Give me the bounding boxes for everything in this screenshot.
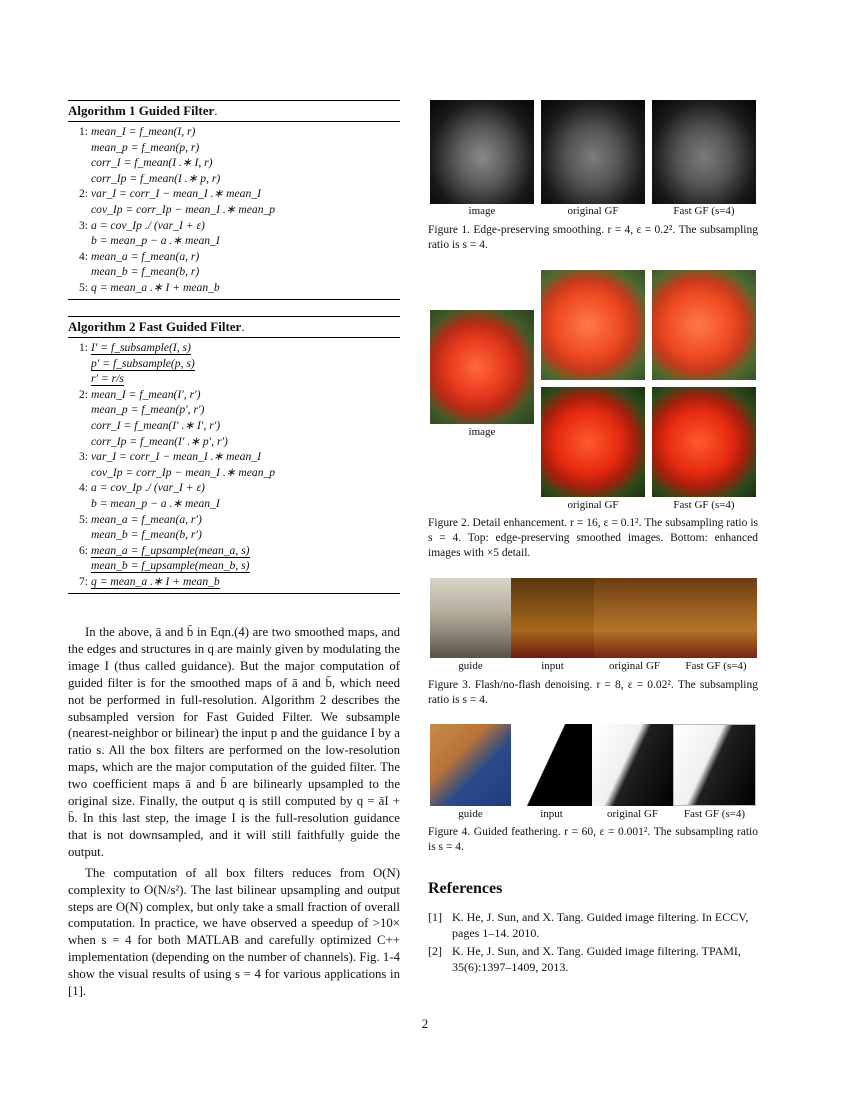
fig4-original-gf: [592, 724, 673, 806]
page-number: 2: [421, 1016, 429, 1031]
algorithm-2: [68, 316, 400, 594]
fig4-label-guide: guide: [458, 808, 483, 820]
fig2-label-image: image: [468, 426, 496, 438]
fig1-original-gf: [541, 100, 645, 204]
fig3-label-guide: guide: [458, 660, 483, 672]
fig4-caption: Figure 4. Guided feathering. r = 60, ε = 0.001². The subsampling ratio is s = 4.: [428, 826, 758, 853]
algorithm-1: [68, 100, 400, 300]
fig1-image: [430, 100, 534, 204]
fig1-label-fast: Fast GF (s=4): [673, 205, 735, 217]
reference-item: [1] K. He, J. Sun, and X. Tang. Guided image filtering. In ECCV, pages 1–14. 2010.: [428, 910, 749, 940]
fig2-original-gf-top: [541, 270, 645, 380]
algorithm-1-body: 1: mean_I = f_mean(I, r) mean_p = f_mean(p, r) corr_I = f_mean(I .∗ I, r) corr_Ip = f_mean(I .∗ p, r) 2: var_I = corr_I − mean_I .∗ mean_I cov_Ip = corr_Ip − mean_I .∗ mean_p 3: a = cov_Ip ./ (var_I + ε) b = mean_p − a .∗ mean_I 4: mean_a = f_mean(a, r) mean_b = f_mean(b, r) 5: q = mean_a .∗ I + mean_b: [68, 122, 400, 300]
algorithm-2-body: 1: I′ = f_subsample(I, s) p′ = f_subsample(p, s) r′ = r/s 2: mean_I = f_mean(I′, r′) mean_p = f_mean(p′, r′) corr_I = f_mean(I′ .∗ I′, r′) corr_Ip = f_mean(I′ .∗ p′, r′) 3: var_I = corr_I − mean_I .∗ mean_I cov_Ip = corr_Ip − mean_I .∗ mean_p 4: a = cov_Ip ./ (var_I + ε) b = mean_p − a .∗ mean_I 5: mean_a = f_mean(a, r′) mean_b = f_mean(b, r′) 6: mean_a = f_upsample(mean_a, s) mean_b = f_upsample(mean_b, s) 7: q = mean_a .∗ I + mean_b: [68, 338, 400, 594]
fig4-label-fast: Fast GF (s=4): [683, 808, 746, 820]
algorithm-1-title: Algorithm 1 Guided Filter.: [68, 100, 400, 122]
fig1-caption: Figure 1. Edge-preserving smoothing. r = 4, ε = 0.2². The subsampling ratio is s = 4.: [428, 224, 758, 251]
fig1-label-image: image: [468, 205, 496, 217]
fig2-caption: Figure 2. Detail enhancement. r = 16, ε = 0.1². The subsampling ratio is s = 4. Top: edge-preserving smoothed images. Bottom: enhanced images with ×5 detail.: [428, 517, 758, 559]
fig4-guide: [430, 724, 511, 806]
fig3-guide: [430, 578, 511, 658]
reference-item: [2] K. He, J. Sun, and X. Tang. Guided image filtering. TPAMI, 35(6):1397–1409, 2013.: [428, 944, 741, 974]
body-text: [68, 624, 400, 1000]
fig4-fast-gf: [673, 724, 756, 806]
algorithm-2-title: Algorithm 2 Fast Guided Filter.: [68, 316, 400, 338]
fig4-label-input: input: [540, 808, 563, 820]
paragraph-2: The computation of all box filters reduces from O(N) complexity to O(N/s²). The last bilinear upsampling and output steps are O(N) complex, but only take a small fraction of overall computation. In practice, we have observed a speedup of >10× when s = 4 for both MATLAB and carefully optimized C++ implementation (depending on the number of channels). Fig. 1-4 show the visual results of using s = 4 for various applications in [1].: [68, 865, 400, 999]
fig3-original-gf: [594, 578, 675, 658]
fig4-label-original: original GF: [606, 808, 659, 820]
fig1-label-original: original GF: [567, 205, 619, 217]
fig2-original-gf-bottom: [541, 387, 645, 497]
fig3-caption: Figure 3. Flash/no-flash denoising. r = 8, ε = 0.02². The subsampling ratio is s = 4.: [428, 679, 758, 706]
fig3-fast-gf: [675, 578, 757, 658]
fig3-label-fast: Fast GF (s=4): [685, 660, 747, 672]
fig2-label-original: original GF: [567, 499, 619, 511]
fig2-image: [430, 310, 534, 424]
fig2-label-fast: Fast GF (s=4): [673, 499, 735, 511]
fig1-fast-gf: [652, 100, 756, 204]
fig3-label-input: input: [541, 660, 564, 672]
fig3-label-original: original GF: [608, 660, 661, 672]
references-heading: References: [428, 880, 503, 897]
fig2-fast-gf-top: [652, 270, 756, 380]
references-list: [428, 909, 758, 977]
fig4-input: [511, 724, 592, 806]
paragraph-1: In the above, ā and b̄ in Eqn.(4) are two smoothed maps, and the edges and structures in q are mainly given by modulating the image I (thus called guidance). But the major computation of guided filter is for the smoothed maps of ā and b̄, which need not be performed in full-resolution. Algorithm 2 describes the subsampled version for Fast Guided Filter. We subsample (nearest-neighbor or bilinear) the input p and the guidance I by a ratio s. All the box filters are performed on the low-resolution maps, which are the major computation of the guided filter. The two coefficient maps ā and b̄ are bilinearly upsampled to the original size. Finally, the output q is still computed by q = āI + b̄. In this last step, the image I is the full-resolution guidance that is not downsampled, and it will still faithfully guide the output.: [68, 625, 400, 859]
fig2-fast-gf-bottom: [652, 387, 756, 497]
fig3-input: [511, 578, 594, 658]
